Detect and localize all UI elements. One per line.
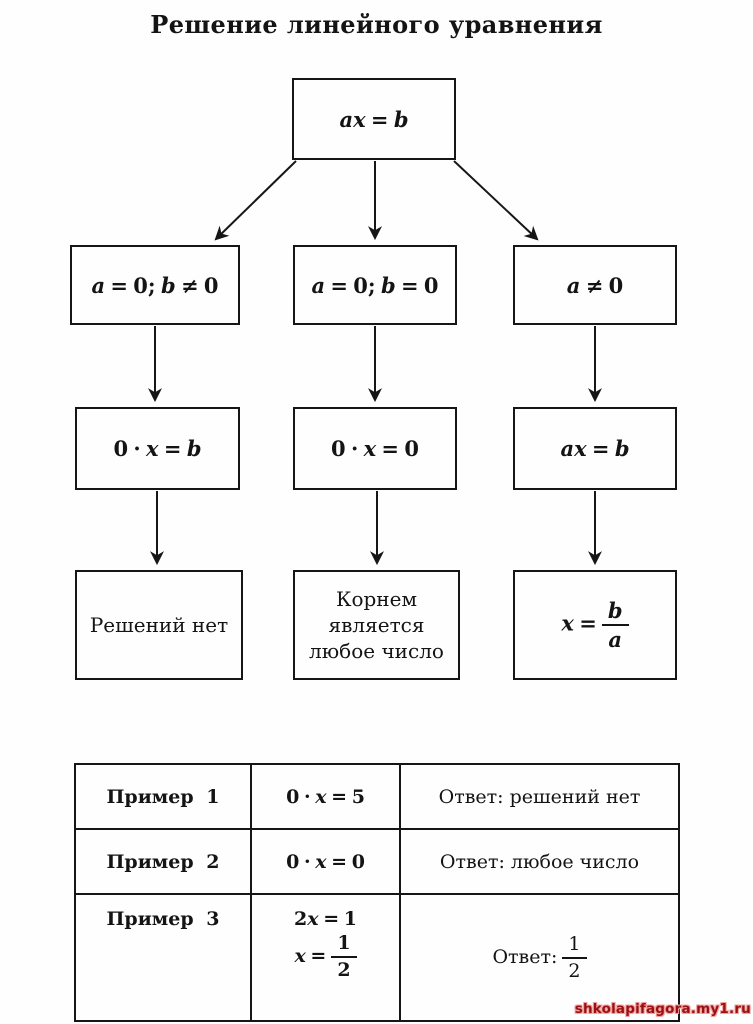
flow-result-box-middle (293, 570, 460, 680)
condition-right: a ≠ 0 (566, 272, 624, 298)
examples-table (74, 763, 680, 1022)
example-3-answer (492, 932, 586, 982)
example-1-answer-cell (400, 764, 679, 829)
example-3-answer-fraction (562, 932, 586, 982)
flow-step-box-right (513, 407, 677, 490)
condition-left: a = 0; b ≠ 0 (91, 272, 219, 298)
example-3-label: Пример 3 (106, 908, 220, 930)
example-3-eq2-fraction (331, 934, 356, 980)
example-3-equation-line1: 2x = 1 (294, 908, 357, 930)
flow-result-box-left (75, 570, 243, 680)
result-left: Решений нет (89, 613, 229, 637)
example-1-label-cell (75, 764, 251, 829)
example-2-label: Пример 2 (106, 850, 220, 873)
example-3-eq2-prefix: x = (294, 945, 327, 967)
step-middle: 0 · x = 0 (331, 436, 419, 461)
example-2-answer-cell (400, 829, 679, 894)
example-3-label-cell (75, 894, 251, 1021)
fraction-denominator: 2 (562, 957, 586, 981)
result-right-prefix: x = (561, 610, 597, 636)
flow-condition-box-left (70, 245, 240, 325)
step-left: 0 · x = b (113, 436, 202, 461)
result-right-fraction (602, 600, 629, 650)
flow-result-box-right (513, 570, 677, 680)
root-equation: ax = b (339, 106, 409, 132)
fraction-denominator: a (602, 624, 629, 650)
example-3-answer-prefix: Ответ: (492, 945, 558, 968)
example-3-equation-line2 (258, 934, 393, 980)
example-1-label: Пример 1 (106, 785, 220, 808)
arrow-root-to-right (454, 161, 537, 239)
example-2-equation-cell (251, 829, 400, 894)
table-row-example-2 (75, 829, 679, 894)
example-1-equation-cell (251, 764, 400, 829)
example-2-label-cell (75, 829, 251, 894)
fraction-numerator: 1 (568, 932, 581, 955)
condition-middle: a = 0; b = 0 (311, 272, 439, 298)
result-middle: Корнем является любое число (309, 587, 444, 663)
fraction-denominator: 2 (331, 956, 356, 980)
step-right: ax = b (560, 436, 630, 461)
page-title: Решение линейного уравнения (150, 10, 603, 39)
flow-condition-box-right (513, 245, 677, 325)
example-2-answer: Ответ: любое число (439, 850, 640, 873)
arrow-root-to-left (216, 161, 296, 239)
flow-root-box (292, 78, 456, 160)
example-3-equation-cell (251, 894, 400, 1021)
table-row-example-1 (75, 764, 679, 829)
example-2-equation: 0 · x = 0 (286, 850, 365, 873)
site-watermark: shkolapifagora.my1.ru (574, 1001, 751, 1017)
result-right (561, 600, 628, 650)
fraction-numerator: b (607, 598, 623, 623)
example-1-answer: Ответ: решений нет (438, 785, 641, 808)
example-1-equation: 0 · x = 5 (286, 785, 365, 808)
flow-condition-box-middle (293, 245, 457, 325)
flow-step-box-left (75, 407, 240, 490)
fraction-numerator: 1 (337, 932, 351, 954)
flow-step-box-middle (293, 407, 457, 490)
